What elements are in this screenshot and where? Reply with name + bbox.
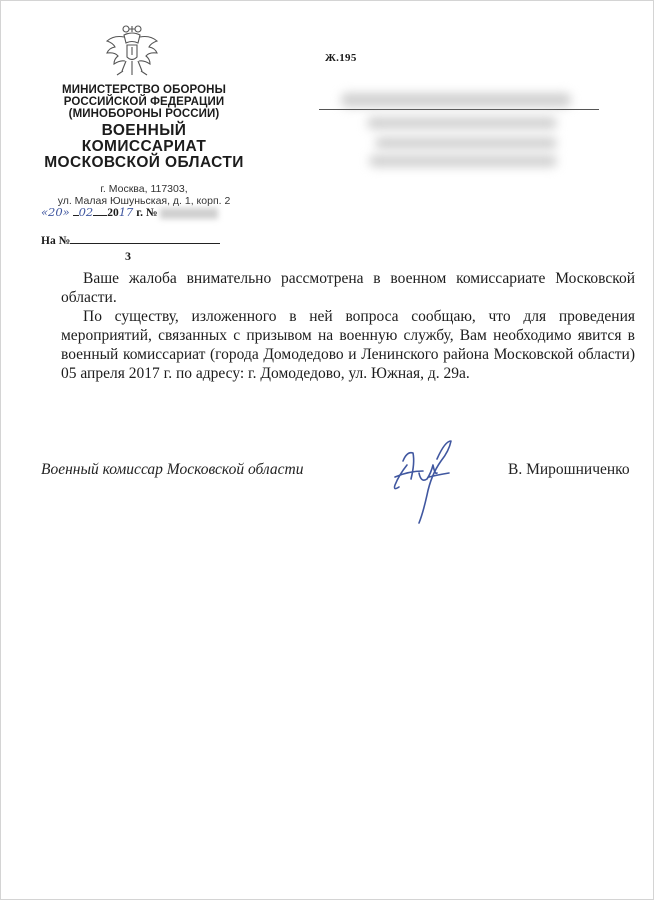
recipient-block-redacted [319,91,619,171]
redaction-blur [341,93,571,107]
org-address-city: г. Москва, 117303, [100,183,188,195]
outgoing-number-redacted [160,208,218,219]
letter-body [61,269,635,383]
incoming-number-line [41,233,220,247]
handwritten-signature-icon [389,437,459,533]
incoming-label: На № [41,235,71,247]
paragraph: По существу, изложенного в ней вопроса сообщаю, что для проведения мероприятий, связанных с призывом на военную службу, Вам необходимо явится в военный комиссариат (города Домодедово и Ленинского района Московской области) 05 апреля 2017 г. по адресу: г. Домодедово, ул. Южная, д. 29а. [61,308,635,382]
redaction-blur [367,117,557,129]
year-suffix-handwritten: 17 [118,205,134,219]
redaction-blur [369,155,557,167]
recipient-underline [319,109,599,110]
org-address-street: ул. Малая Юшуньская, д. 1, корп. 2 [57,195,231,207]
org-line-federation: РОССИЙСКОЙ ФЕДЕРАЦИИ [63,96,225,108]
outgoing-date-line [41,205,218,219]
date-day-handwritten: «20» [41,205,70,219]
page-number: 3 [125,249,131,263]
paragraph: Ваше жалоба внимательно рассмотрена в военном комиссариате Московской области. [61,270,635,306]
year-prefix: 20 [107,207,119,219]
org-line-short: (МИНОБОРОНЫ РОССИИ) [68,108,220,120]
number-label: г. № [136,207,158,219]
org-line-ministry: МИНИСТЕРСТВО ОБОРОНЫ [62,84,226,96]
redaction-blur [375,137,557,149]
organization-header [41,84,247,207]
org-line-region: МОСКОВСКОЙ ОБЛАСТИ [44,154,244,171]
registration-number: Ж.195 [325,52,357,64]
incoming-number-blank [70,233,220,244]
org-line-commissariat: ВОЕННЫЙ КОМИССАРИАТ [81,122,207,155]
date-month-handwritten: 02 [78,205,94,219]
eagle-emblem-icon [105,23,159,79]
signatory-name: В. Мирошниченко [508,461,630,478]
signatory-role: Военный комиссар Московской области [41,461,304,478]
